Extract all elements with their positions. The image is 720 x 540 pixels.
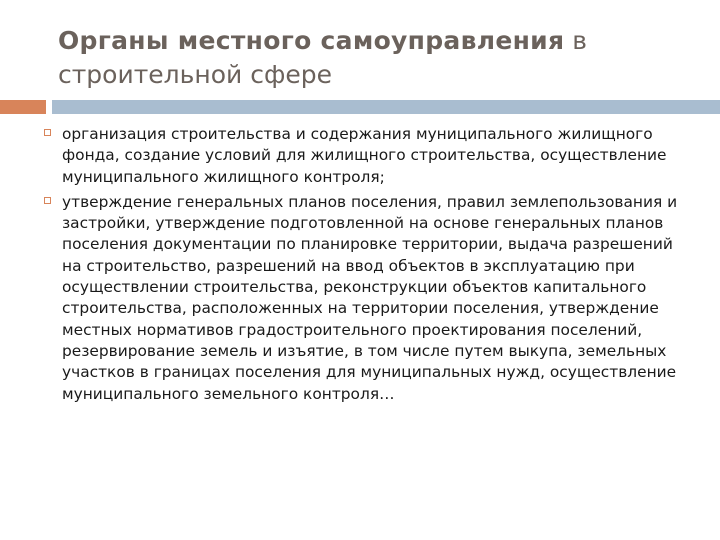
slide-title-bold: Органы местного самоуправления (58, 26, 565, 55)
accent-bar (0, 100, 46, 114)
slide-title (58, 24, 698, 92)
bullet-item (44, 124, 694, 188)
bullet-text: утверждение генеральных планов поселения, правил землепользования и застройки, утверждение подготовленной на основе генеральных планов поселения документации по планировке территории, выдача разрешений на строительство, разрешений на ввод объектов в эксплуатацию при осуществлении строительства, реконструкции объектов капитального строительства, расположенных на территории поселения, утверждение местных нормативов градостроительного проектирования поселений, резервирование земель и изъятие, в том числе путем выкупа, земельных участков в границах поселения для муниципальных нужд, осуществление муниципального земельного контроля… (62, 192, 678, 403)
bullet-text: организация строительства и содержания муниципального жилищного фонда, создание условий для жилищного строительства, осуществление муниципального жилищного контроля; (62, 125, 667, 186)
divider-bar (52, 100, 720, 114)
slide-title-rest: в строительной сфере (58, 26, 588, 89)
square-bullet-icon (44, 129, 51, 136)
bullet-item (44, 192, 694, 405)
square-bullet-icon (44, 197, 51, 204)
bullet-list (44, 124, 694, 409)
